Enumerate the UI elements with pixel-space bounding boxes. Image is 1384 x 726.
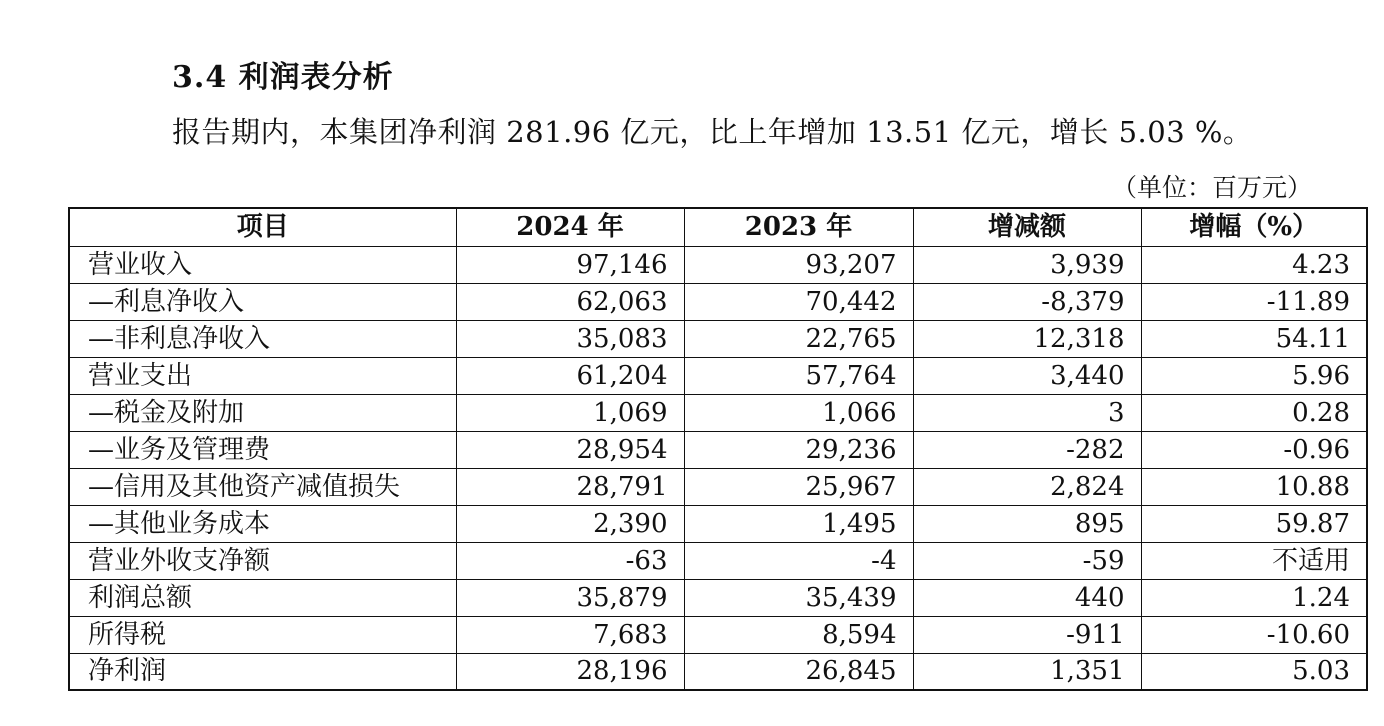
table-header-row (69, 208, 1367, 246)
cell-value: 3,440 (913, 357, 1141, 394)
cell-value: 1,495 (684, 505, 913, 542)
row-label: —信用及其他资产减值损失 (69, 468, 456, 505)
cell-value: 28,954 (456, 431, 684, 468)
row-label: 营业支出 (69, 357, 456, 394)
row-label: —税金及附加 (69, 394, 456, 431)
cell-value: 93,207 (684, 246, 913, 283)
table-row (69, 542, 1367, 579)
cell-value: -8,379 (913, 283, 1141, 320)
cell-value: 7,683 (456, 616, 684, 653)
table-row (69, 394, 1367, 431)
header-2024: 2024 年 (456, 208, 684, 246)
row-label: —非利息净收入 (69, 320, 456, 357)
cell-value: 61,204 (456, 357, 684, 394)
cell-value: 22,765 (684, 320, 913, 357)
income-statement-table (68, 207, 1368, 691)
cell-value: -63 (456, 542, 684, 579)
row-label: 净利润 (69, 653, 456, 690)
cell-value: 29,236 (684, 431, 913, 468)
table-row (69, 616, 1367, 653)
cell-value: 28,196 (456, 653, 684, 690)
cell-value: 26,845 (684, 653, 913, 690)
cell-value: 1.24 (1141, 579, 1367, 616)
cell-value: 35,083 (456, 320, 684, 357)
cell-value: 57,764 (684, 357, 913, 394)
cell-value: 2,824 (913, 468, 1141, 505)
unit-note: （单位：百万元） (1111, 173, 1312, 202)
cell-value: 1,351 (913, 653, 1141, 690)
cell-value: 10.88 (1141, 468, 1367, 505)
cell-value: 1,069 (456, 394, 684, 431)
cell-value: 2,390 (456, 505, 684, 542)
row-label: 营业外收支净额 (69, 542, 456, 579)
table-row (69, 357, 1367, 394)
cell-value: -911 (913, 616, 1141, 653)
cell-value: 5.03 (1141, 653, 1367, 690)
section-title: 3.4 利润表分析 (172, 60, 394, 95)
summary-paragraph: 报告期内，本集团净利润 281.96 亿元，比上年增加 13.51 亿元，增长 5.03 %。 (172, 115, 1253, 149)
cell-value: 4.23 (1141, 246, 1367, 283)
cell-value: 3,939 (913, 246, 1141, 283)
table-row (69, 468, 1367, 505)
header-2023: 2023 年 (684, 208, 913, 246)
header-change: 增减额 (913, 208, 1141, 246)
row-label: —其他业务成本 (69, 505, 456, 542)
table-row (69, 283, 1367, 320)
cell-value: 5.96 (1141, 357, 1367, 394)
cell-value: 97,146 (456, 246, 684, 283)
cell-value: 35,439 (684, 579, 913, 616)
cell-value: 25,967 (684, 468, 913, 505)
table-row (69, 431, 1367, 468)
table-body (69, 246, 1367, 690)
cell-value: 440 (913, 579, 1141, 616)
row-label: 利润总额 (69, 579, 456, 616)
cell-value: 0.28 (1141, 394, 1367, 431)
row-label: 所得税 (69, 616, 456, 653)
cell-value: 不适用 (1141, 542, 1367, 579)
cell-value: -4 (684, 542, 913, 579)
cell-value: -282 (913, 431, 1141, 468)
header-growth: 增幅（%） (1141, 208, 1367, 246)
table-row (69, 246, 1367, 283)
header-item: 项目 (69, 208, 456, 246)
cell-value: 54.11 (1141, 320, 1367, 357)
row-label: —业务及管理费 (69, 431, 456, 468)
cell-value: 8,594 (684, 616, 913, 653)
cell-value: -10.60 (1141, 616, 1367, 653)
cell-value: -0.96 (1141, 431, 1367, 468)
cell-value: 70,442 (684, 283, 913, 320)
cell-value: -11.89 (1141, 283, 1367, 320)
cell-value: 3 (913, 394, 1141, 431)
table-row (69, 320, 1367, 357)
cell-value: -59 (913, 542, 1141, 579)
cell-value: 1,066 (684, 394, 913, 431)
row-label: —利息净收入 (69, 283, 456, 320)
table-row (69, 505, 1367, 542)
cell-value: 895 (913, 505, 1141, 542)
cell-value: 12,318 (913, 320, 1141, 357)
cell-value: 62,063 (456, 283, 684, 320)
table-row (69, 653, 1367, 690)
row-label: 营业收入 (69, 246, 456, 283)
cell-value: 35,879 (456, 579, 684, 616)
cell-value: 28,791 (456, 468, 684, 505)
table-row (69, 579, 1367, 616)
cell-value: 59.87 (1141, 505, 1367, 542)
